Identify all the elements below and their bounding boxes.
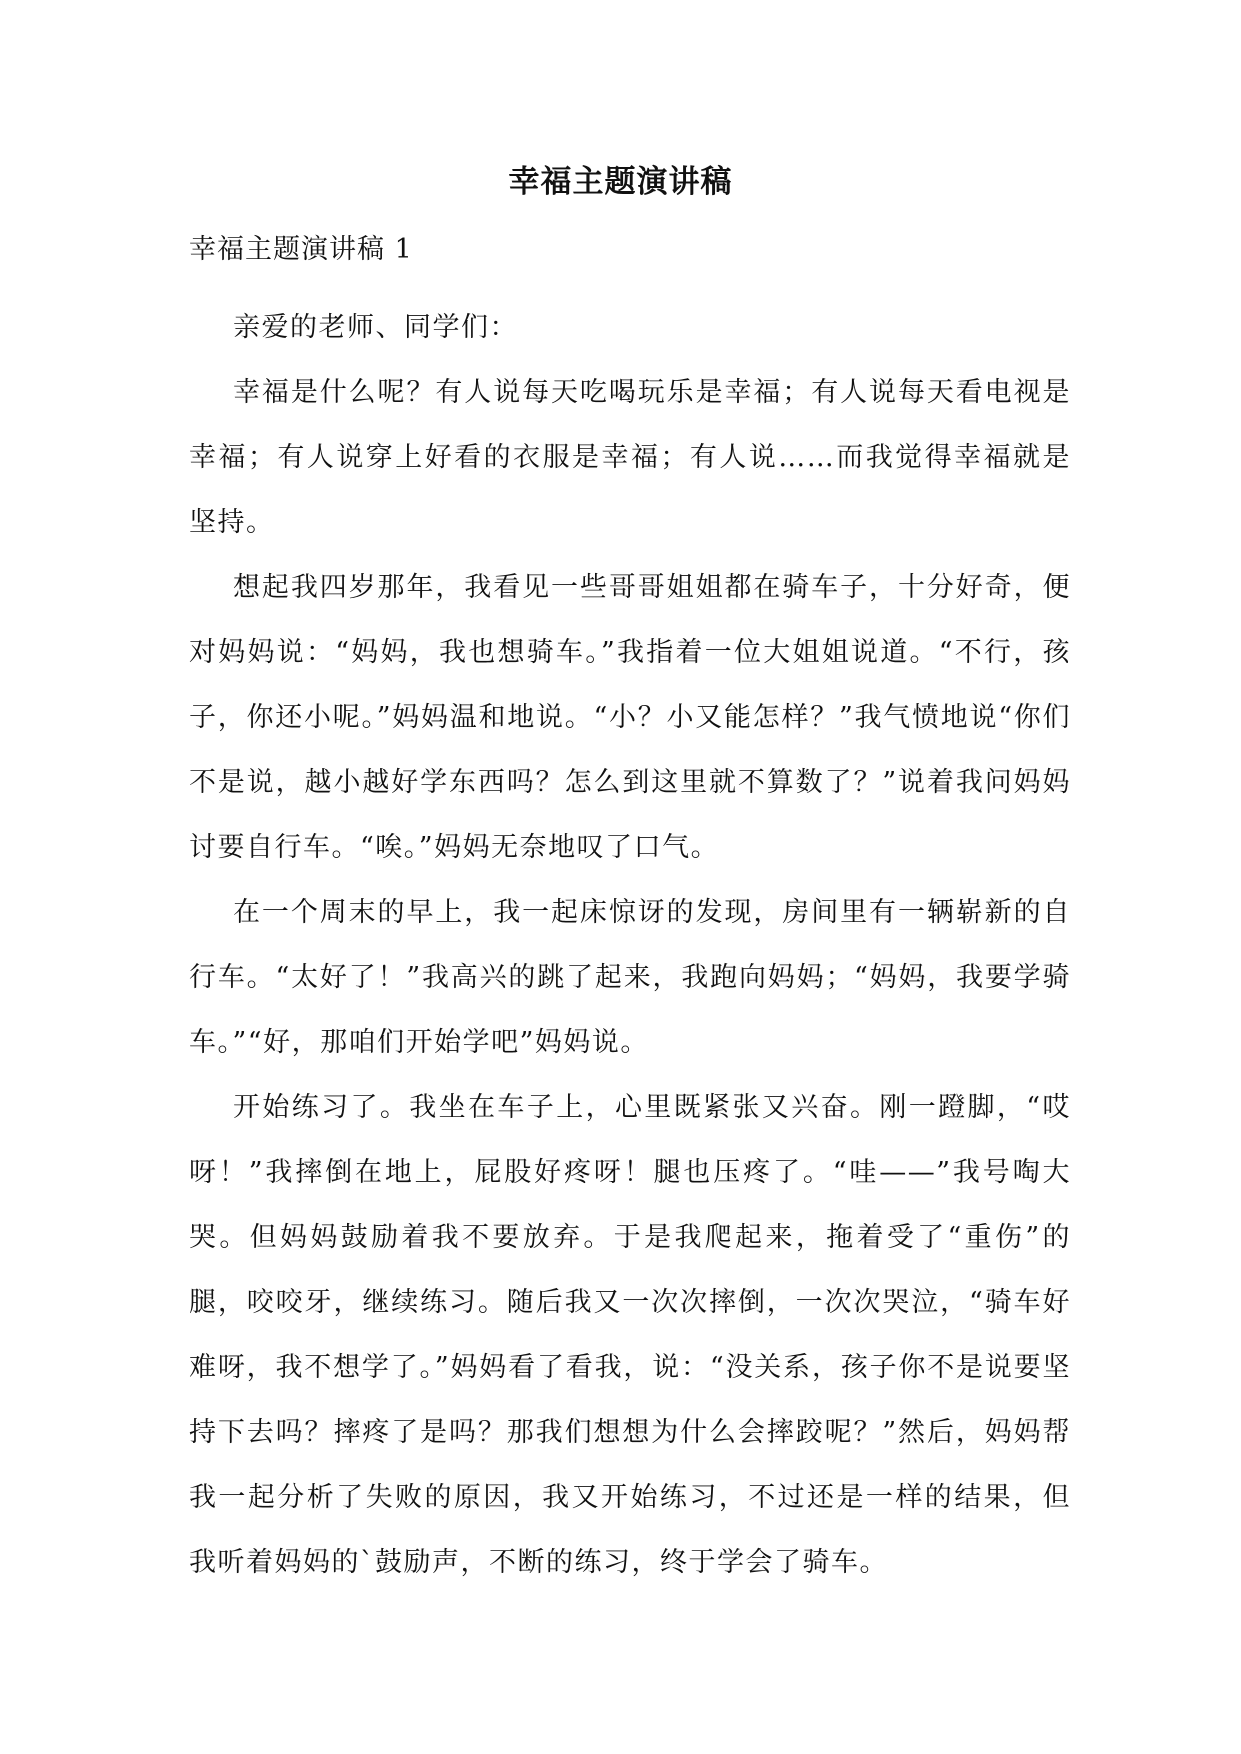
paragraph-greeting: 亲爱的老师、同学们： xyxy=(233,312,518,343)
paragraph: 在一个周末的早上，我一起床惊讶的发现，房间里有一辆崭新的自行车。“太好了！”我高兴的跳了起来，我跑向妈妈；“妈妈，我要学骑车。”“好，那咱们开始学吧”妈妈说。 xyxy=(189,897,1071,1058)
paragraph: 想起我四岁那年，我看见一些哥哥姐姐都在骑车子，十分好奇，便对妈妈说：“妈妈，我也想骑车。”我指着一位大姐姐说道。“不行，孩子，你还小呢。”妈妈温和地说。“小？小又能怎样？”我气愤地说“你们不是说，越小越好学东西吗？怎么到这里就不算数了？”说着我问妈妈讨要自行车。“唉。”妈妈无奈地叹了口气。 xyxy=(189,572,1071,863)
paragraph: 幸福是什么呢？有人说每天吃喝玩乐是幸福；有人说每天看电视是幸福；有人说穿上好看的衣服是幸福；有人说……而我觉得幸福就是坚持。 xyxy=(189,377,1071,538)
paragraph: 开始练习了。我坐在车子上，心里既紧张又兴奋。刚一蹬脚，“哎呀！”我摔倒在地上，屁股好疼呀！腿也压疼了。“哇——”我号啕大哭。但妈妈鼓励着我不要放弃。于是我爬起来，拖着受了“重伤”的腿，咬咬牙，继续练习。随后我又一次次摔倒，一次次哭泣，“骑车好难呀，我不想学了。”妈妈看了看我，说：“没关系，孩子你不是说要坚持下去吗？摔疼了是吗？那我们想想为什么会摔跤呢？”然后，妈妈帮我一起分析了失败的原因，我又开始练习，不过还是一样的结果，但我听着妈妈的`鼓励声，不断的练习，终于学会了骑车。 xyxy=(189,1092,1071,1578)
section-heading: 幸福主题演讲稿 1 xyxy=(189,234,413,265)
document-body xyxy=(189,295,1071,1595)
document-title: 幸福主题演讲稿 xyxy=(508,164,733,200)
